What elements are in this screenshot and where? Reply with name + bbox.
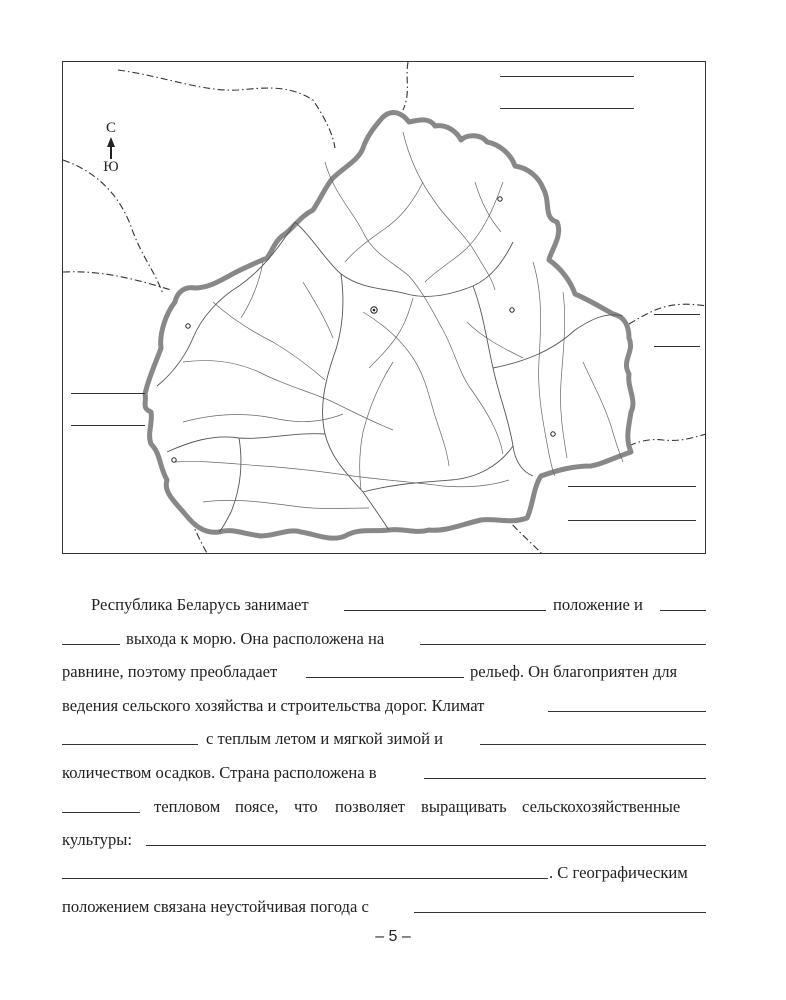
city-vitebsk (498, 197, 502, 201)
blank-1[interactable] (344, 610, 546, 611)
compass-south-label: Ю (103, 159, 119, 175)
text-row-1: Республика Беларусь занимает положение и (62, 593, 706, 617)
map-answer-line-west-2[interactable] (71, 425, 145, 426)
blank-12[interactable] (62, 878, 548, 879)
map-answer-line-west-1[interactable] (71, 393, 145, 394)
blank-4[interactable] (420, 644, 706, 645)
map-answer-line-east-2[interactable] (654, 346, 700, 347)
blank-7[interactable] (62, 744, 198, 745)
text-row-5: с теплым летом и мягкой зимой и (62, 727, 706, 751)
north-arrow-icon (107, 137, 115, 147)
map-answer-line-south-2[interactable] (568, 520, 696, 521)
text-row-10: положением связана неустойчивая погода с (62, 895, 706, 919)
text-row-7: тепловом поясе, что позволяет выращивать сельскохозяйственные (62, 795, 706, 819)
text-row-9: . С географическим (62, 861, 706, 885)
blank-2[interactable] (660, 610, 706, 611)
blank-10[interactable] (62, 812, 140, 813)
border-north-2 (403, 62, 408, 110)
map-answer-line-north-1[interactable] (500, 76, 634, 77)
blank-8[interactable] (480, 744, 706, 745)
compass (101, 120, 121, 176)
blank-5[interactable] (306, 677, 464, 678)
city-brest (172, 458, 176, 462)
text-row-3: равнине, поэтому преобладает рельеф. Он благоприятен для (62, 662, 678, 681)
map-answer-line-north-2[interactable] (500, 108, 634, 109)
belarus-outline-map (62, 61, 706, 554)
map-answer-line-east-1[interactable] (654, 314, 700, 315)
text-row-4: ведения сельского хозяйства и строительства дорог. Климат (62, 694, 706, 718)
blank-3[interactable] (62, 644, 120, 645)
page-number: – 5 – (375, 928, 411, 945)
text-row-8: культуры: (62, 828, 706, 852)
map-drawing (63, 62, 706, 554)
blank-11[interactable] (146, 845, 706, 846)
border-west-1 (63, 160, 163, 294)
border-west-2 (63, 272, 171, 290)
compass-north-label: С (105, 120, 116, 136)
belarus-border (145, 113, 633, 539)
blank-6[interactable] (548, 711, 706, 712)
text-row-2: выхода к морю. Она расположена на (62, 627, 706, 651)
text-row-6: количеством осадков. Страна расположена в (62, 761, 706, 785)
city-mogilev (510, 308, 514, 312)
city-grodno (186, 324, 190, 328)
blank-9[interactable] (424, 778, 706, 779)
blank-13[interactable] (414, 912, 706, 913)
border-north-1 (118, 70, 335, 148)
city-gomel (551, 432, 555, 436)
map-answer-line-south-1[interactable] (568, 486, 696, 487)
